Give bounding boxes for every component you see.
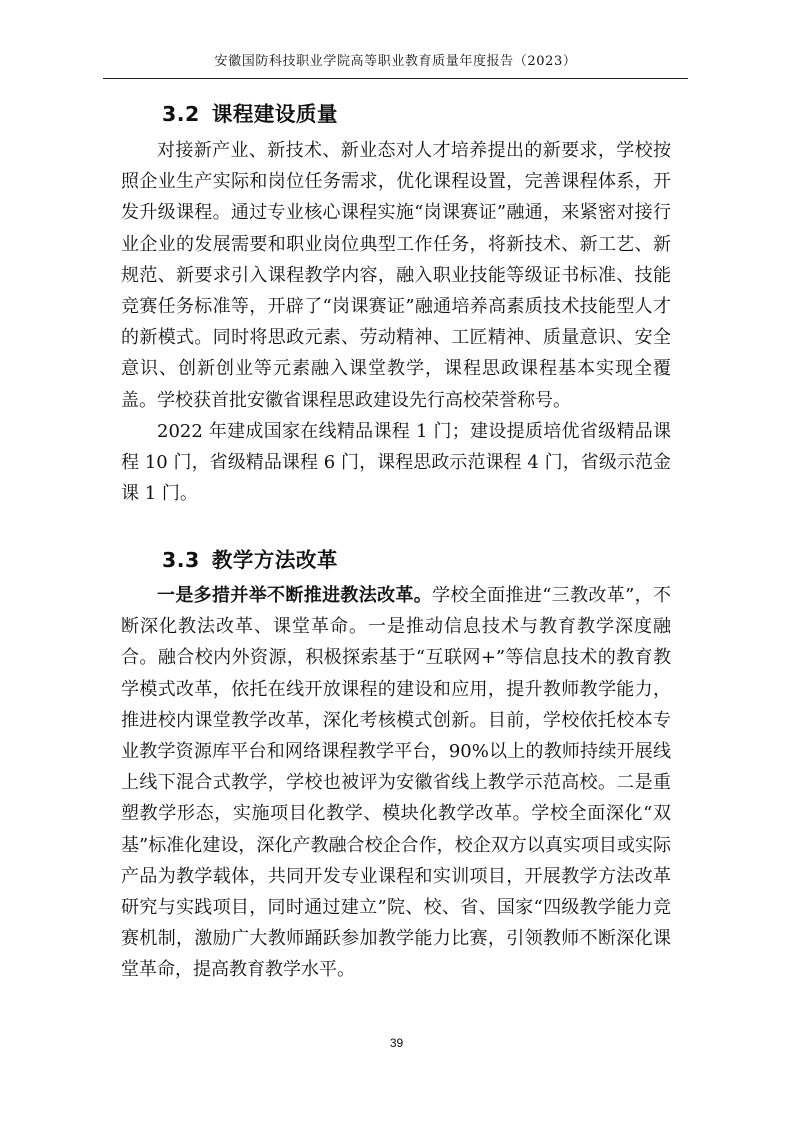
- section-heading-3-3: [162, 545, 338, 575]
- section-number: 3.3: [162, 548, 200, 572]
- header-rule: [103, 78, 688, 79]
- paragraph-course-construction: 对接新产业、新技术、新业态对人才培养提出的新要求，学校按照企业生产实际和岗位任务需求，优化课程设置，完善课程体系，开发升级课程。通过专业核心课程实施“岗课赛证”融通，来紧密对接行业企业的发展需要和职业岗位典型工作任务，将新技术、新工艺、新规范、新要求引入课程教学内容，融入职业技能等级证书标准、技能竞赛任务标准等，开辟了“岗课赛证”融通培养高素质技术技能型人才的新模式。同时将思政元素、劳动精神、工匠精神、质量意识、安全意识、创新创业等元素融入课堂教学，课程思政课程基本实现全覆盖。学校获首批安徽省课程思政建设先行高校荣誉称号。: [121, 140, 671, 411]
- running-header: 安徽国防科技职业学院高等职业教育质量年度报告（2023）: [214, 54, 577, 69]
- section-number: 3.2: [162, 102, 200, 126]
- section-title: 课程建设质量: [211, 102, 338, 126]
- section-title: 教学方法改革: [211, 548, 338, 572]
- page-number: 39: [389, 1036, 404, 1050]
- paragraph-body: 学校全面推进“三教改革”，不断深化教法改革、课堂革命。一是推动信息技术与教育教学深度融合。融合校内外资源，积极探索基于“互联网+”等信息技术的教育教学模式改革，依托在线开放课程的建设和应用，提升教师教学能力，推进校内课堂教学改革，深化考核模式创新。目前，学校依托校本专业教学资源库平台和网络课程教学平台，90%以上的教师持续开展线上线下混合式教学，学校也被评为安徽省线上教学示范高校。二是重塑教学形态，实施项目化教学、模块化教学改革。学校全面深化“双基”标准化建设，深化产教融合校企合作，校企双方以真实项目或实际产品为教学载体，共同开发专业课程和实训项目，开展教学方法改革研究与实践项目，同时通过建立”院、校、省、国家“四级教学能力竞赛机制，激励广大教师踊跃参加教学能力比赛，引领教师不断深化课堂革命，提高教育教学水平。: [121, 585, 671, 981]
- paragraph-course-stats: 2022 年建成国家在线精品课程 1 门；建设提质培优省级精品课程 10 门，省级精品课程 6 门，课程思政示范课程 4 门，省级示范金课 1 门。: [121, 421, 671, 505]
- paragraph-teaching-reform: [121, 580, 671, 986]
- paragraph-lead: 一是多措并举不断推进教法改革。: [157, 585, 433, 606]
- section-heading-3-2: [162, 99, 338, 129]
